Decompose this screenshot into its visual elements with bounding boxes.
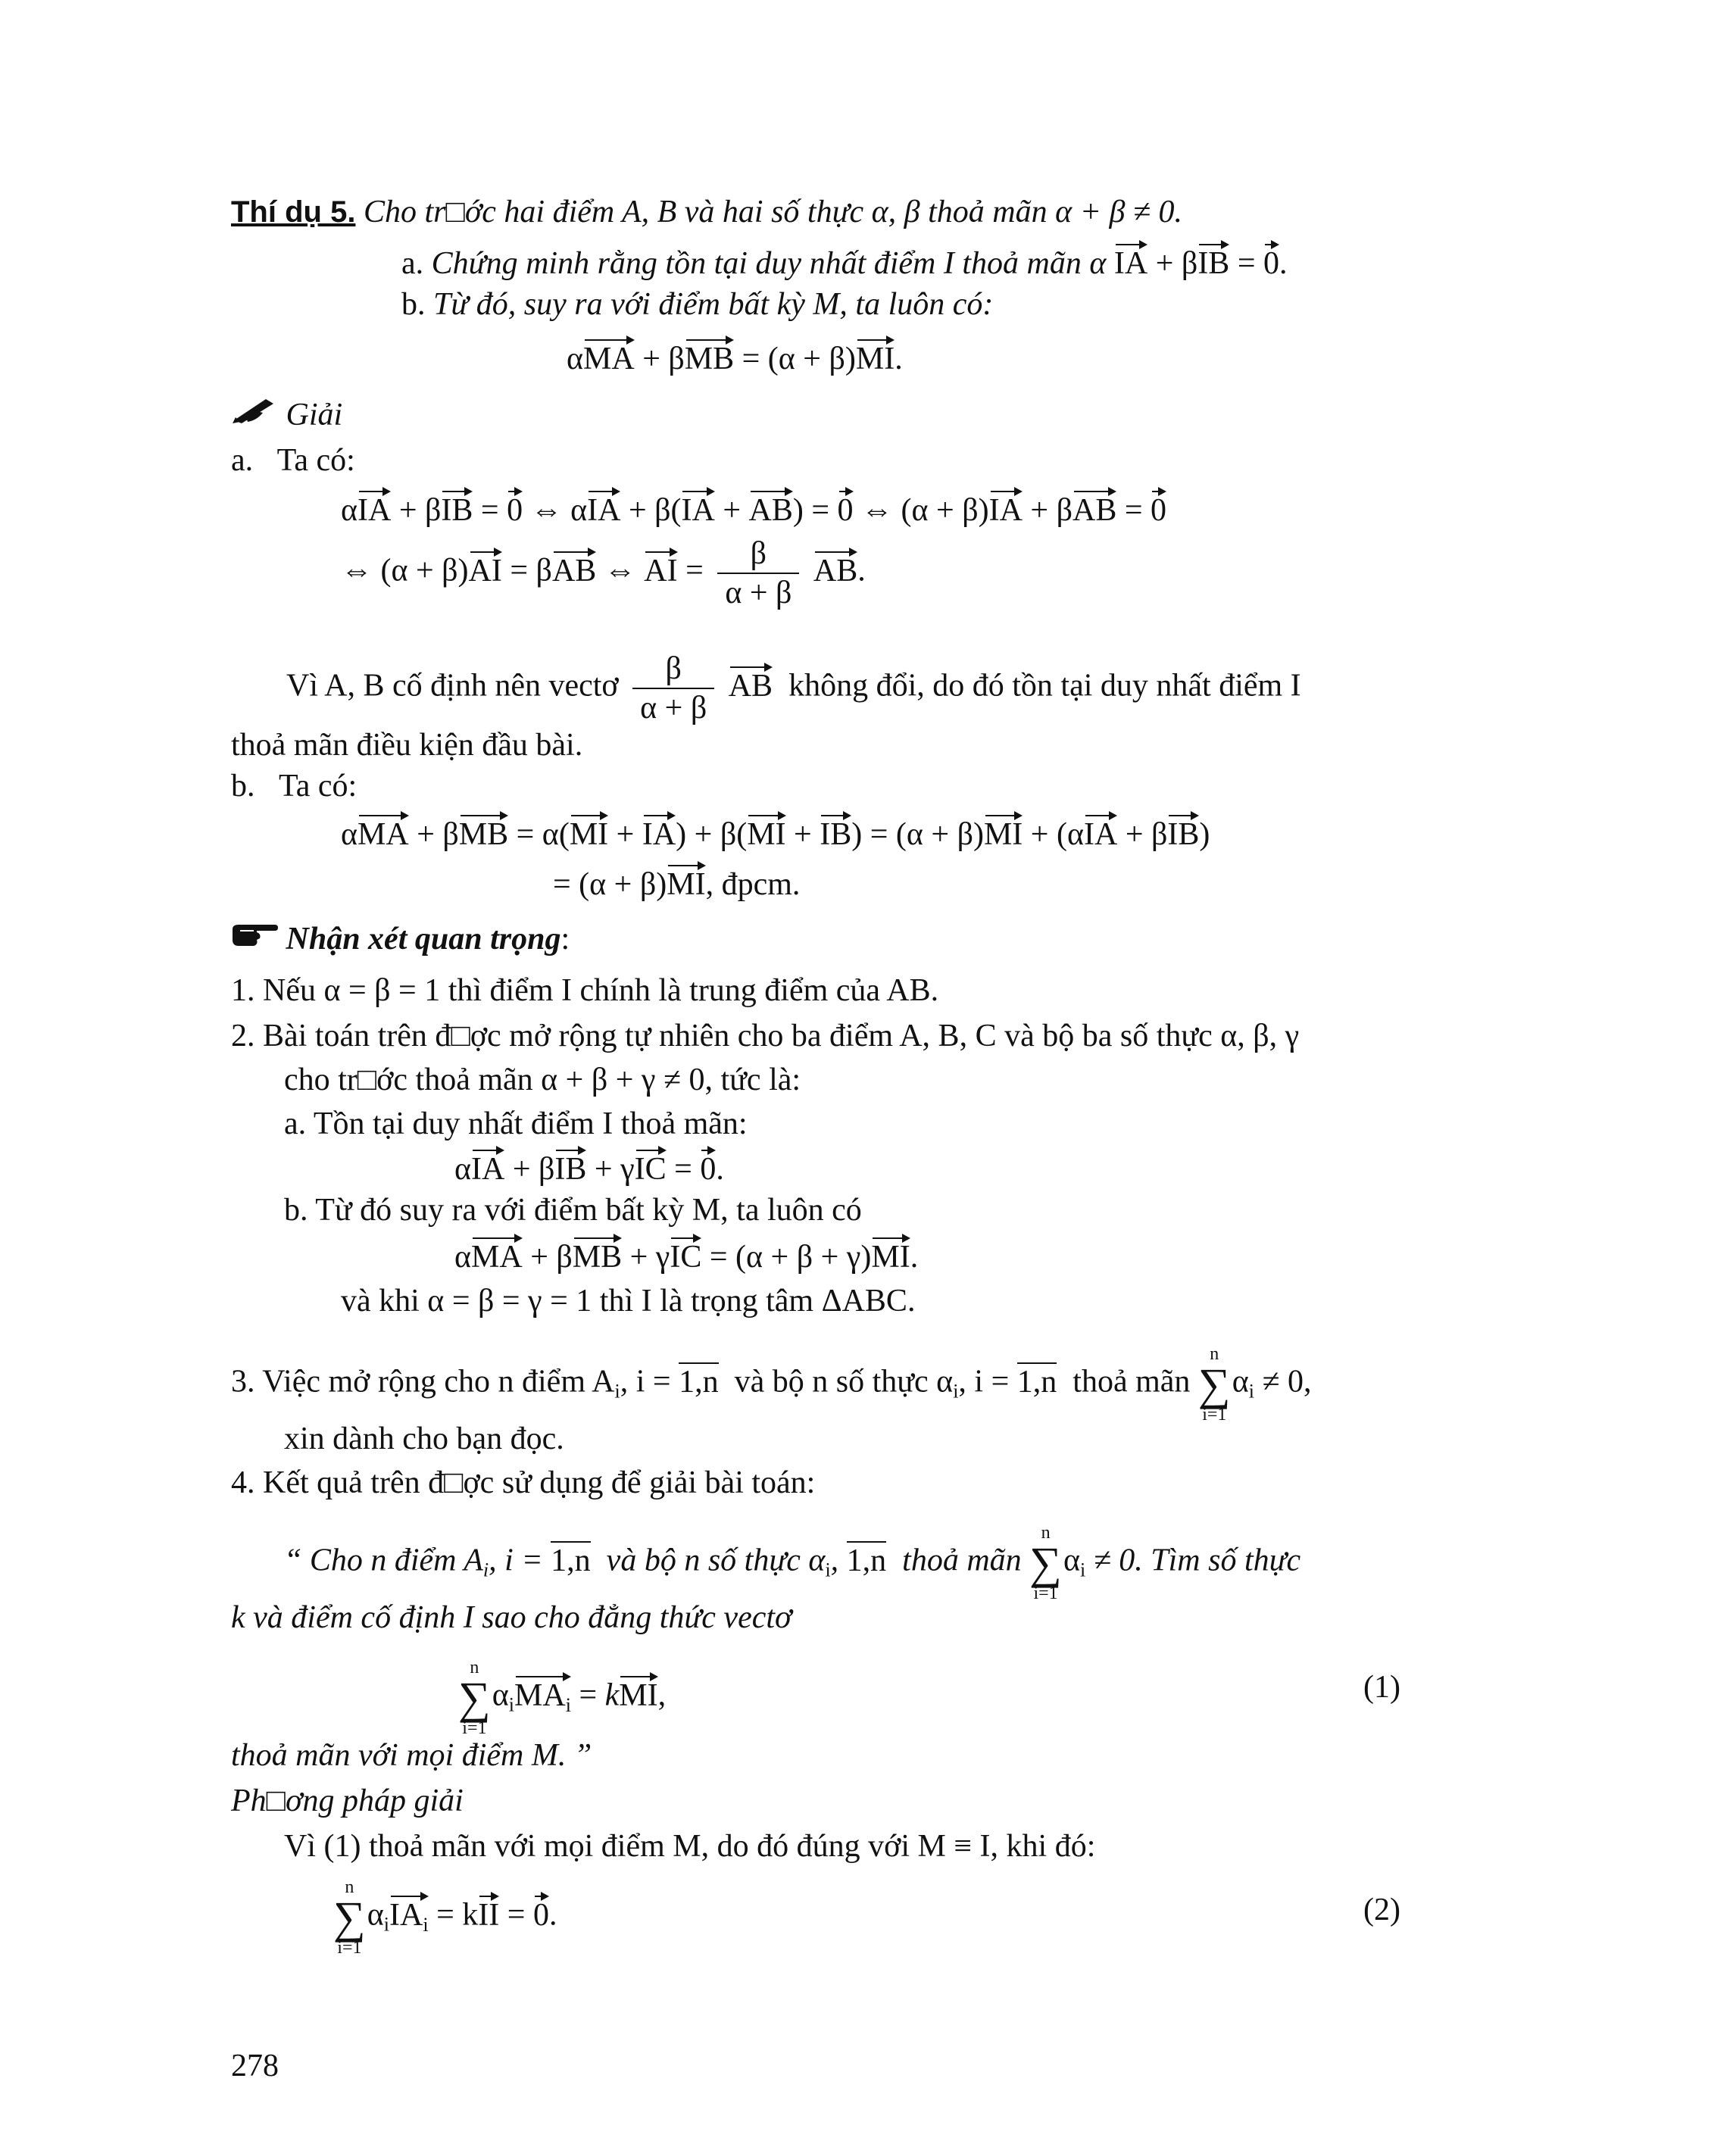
formula-solution-1: αIA + βIB = 0 ⇔ αIA + β(IA + AB) = 0 ⇔ (α + β)IA + βAB = 0	[341, 486, 1166, 532]
formula-solution-3: αMA + βMB = α(MI + IA) + β(MI + IB) = (α + β)MI + (αIA + βIB)	[341, 810, 1210, 856]
sum-symbol: n ∑ i=1	[333, 1877, 366, 1958]
formula-remark-2b: αMA + βMB + γIC = (α + β + γ)MI.	[454, 1233, 918, 1278]
remarks-heading: Nhận xét quan trọng:	[231, 918, 570, 960]
formula-remark-2a: αIA + βIB + γIC = 0.	[454, 1145, 724, 1191]
page-number: 278	[231, 2049, 279, 2083]
formula-eq2: n ∑ i=1 $\alpha_iIA_i$ = kII = 0.	[333, 1877, 557, 1958]
method-text: Vì (1) thoả mãn với mọi điểm M, do đó đúng với M ≡ I, khi đó:	[284, 1829, 1096, 1864]
remark-4: 4. Kết quả trên đ□ợc sử dụng để giải bài toán:	[231, 1465, 816, 1500]
missing-glyph-icon: □	[451, 1019, 470, 1053]
part-b: b. Từ đó, suy ra với điểm bất kỳ M, ta luôn có:	[401, 287, 994, 322]
sum-symbol: n ∑ i=1	[1029, 1523, 1062, 1603]
missing-glyph-icon: □	[444, 1465, 464, 1500]
formula-solution-2: ⇔ (α + β)AI = βAB ⇔ AI = $\frac{\beta}{\alpha + \beta}$ AB.	[341, 536, 866, 610]
example-heading: Thí dụ 5.	[231, 195, 356, 229]
solution-b-intro: b. Ta có:	[231, 769, 358, 804]
problem-statement-2: k và điểm cố định I sao cho đẳng thức vectơ	[231, 1600, 792, 1635]
problem-statement-3: thoả mãn với mọi điểm M. ”	[231, 1738, 592, 1773]
fraction: $\frac{\beta}{\alpha + \beta}$	[632, 650, 714, 727]
pointing-hand-icon	[231, 918, 278, 960]
missing-glyph-icon: □	[357, 1063, 377, 1097]
method-heading: Ph□ơng pháp giải	[231, 1783, 464, 1818]
missing-glyph-icon: □	[266, 1783, 286, 1818]
equation-number-1: (1)	[1363, 1670, 1400, 1705]
remark-2-cont: cho tr□ớc thoả mãn α + β + γ ≠ 0, tức là:	[284, 1063, 801, 1097]
remark-3: 3. Việc mở rộng cho n điểm $A_i$, i = 1,n và bộ n số thực $\alpha_i$, i = 1,n thoả mãn n ∑ i=1 $\alpha_i \ne 0$,	[231, 1344, 1312, 1425]
part-a: a. Chứng minh rằng tồn tại duy nhất điểm I thoả mãn α IA + βIB = 0.	[401, 239, 1288, 285]
remark-2-centroid: và khi α = β = γ = 1 thì I là trọng tâm ΔABC.	[341, 1284, 916, 1318]
reason-line: Vì A, B cố định nên vectơ $\frac{\beta}{\alpha + \beta}$ AB không đổi, do đó tồn tại duy nhất điểm I	[286, 651, 1301, 726]
problem-statement: “ Cho n điểm $A_i$, i = 1,n và bộ n số thực $\alpha_i$, 1,n thoả mãn n ∑ i=1 $\alpha_i \ne 0$. Tìm số thực	[284, 1523, 1301, 1603]
example-statement: Thí dụ 5. Cho tr□ớc hai điểm A, B và hai số thực α, β thoả mãn α + β ≠ 0.	[231, 195, 1182, 229]
formula-solution-4: = (α + β)MI, đpcm.	[553, 860, 800, 906]
pencil-hand-icon	[231, 394, 278, 436]
equation-number-2: (2)	[1363, 1893, 1400, 1927]
reason-line-2: thoả mãn điều kiện đầu bài.	[231, 728, 583, 763]
remark-2: 2. Bài toán trên đ□ợc mở rộng tự nhiên cho ba điểm A, B, C và bộ ba số thực α, β, γ	[231, 1019, 1300, 1053]
remark-1: 1. Nếu α = β = 1 thì điểm I chính là trung điểm của AB.	[231, 973, 939, 1008]
remark-3-end: xin dành cho bạn đọc.	[284, 1421, 564, 1456]
remark-2b: b. Từ đó suy ra với điểm bất kỳ M, ta luôn có	[284, 1193, 862, 1228]
formula-eq1: n ∑ i=1 $\alpha_iMA_i$ = kMI,	[458, 1658, 667, 1738]
missing-glyph-icon: □	[445, 195, 465, 229]
sum-symbol: n ∑ i=1	[1197, 1344, 1231, 1425]
sum-symbol: n ∑ i=1	[458, 1658, 491, 1738]
fraction: $\frac{\beta}{\alpha + \beta}$	[717, 535, 799, 612]
solution-heading: Giải	[231, 394, 342, 436]
remark-2a: a. Tồn tại duy nhất điểm I thoả mãn:	[284, 1106, 748, 1141]
solution-a-intro: a. Ta có:	[231, 443, 355, 478]
formula-part-b: αMA + βMB = (α + β)MI.	[567, 335, 903, 380]
